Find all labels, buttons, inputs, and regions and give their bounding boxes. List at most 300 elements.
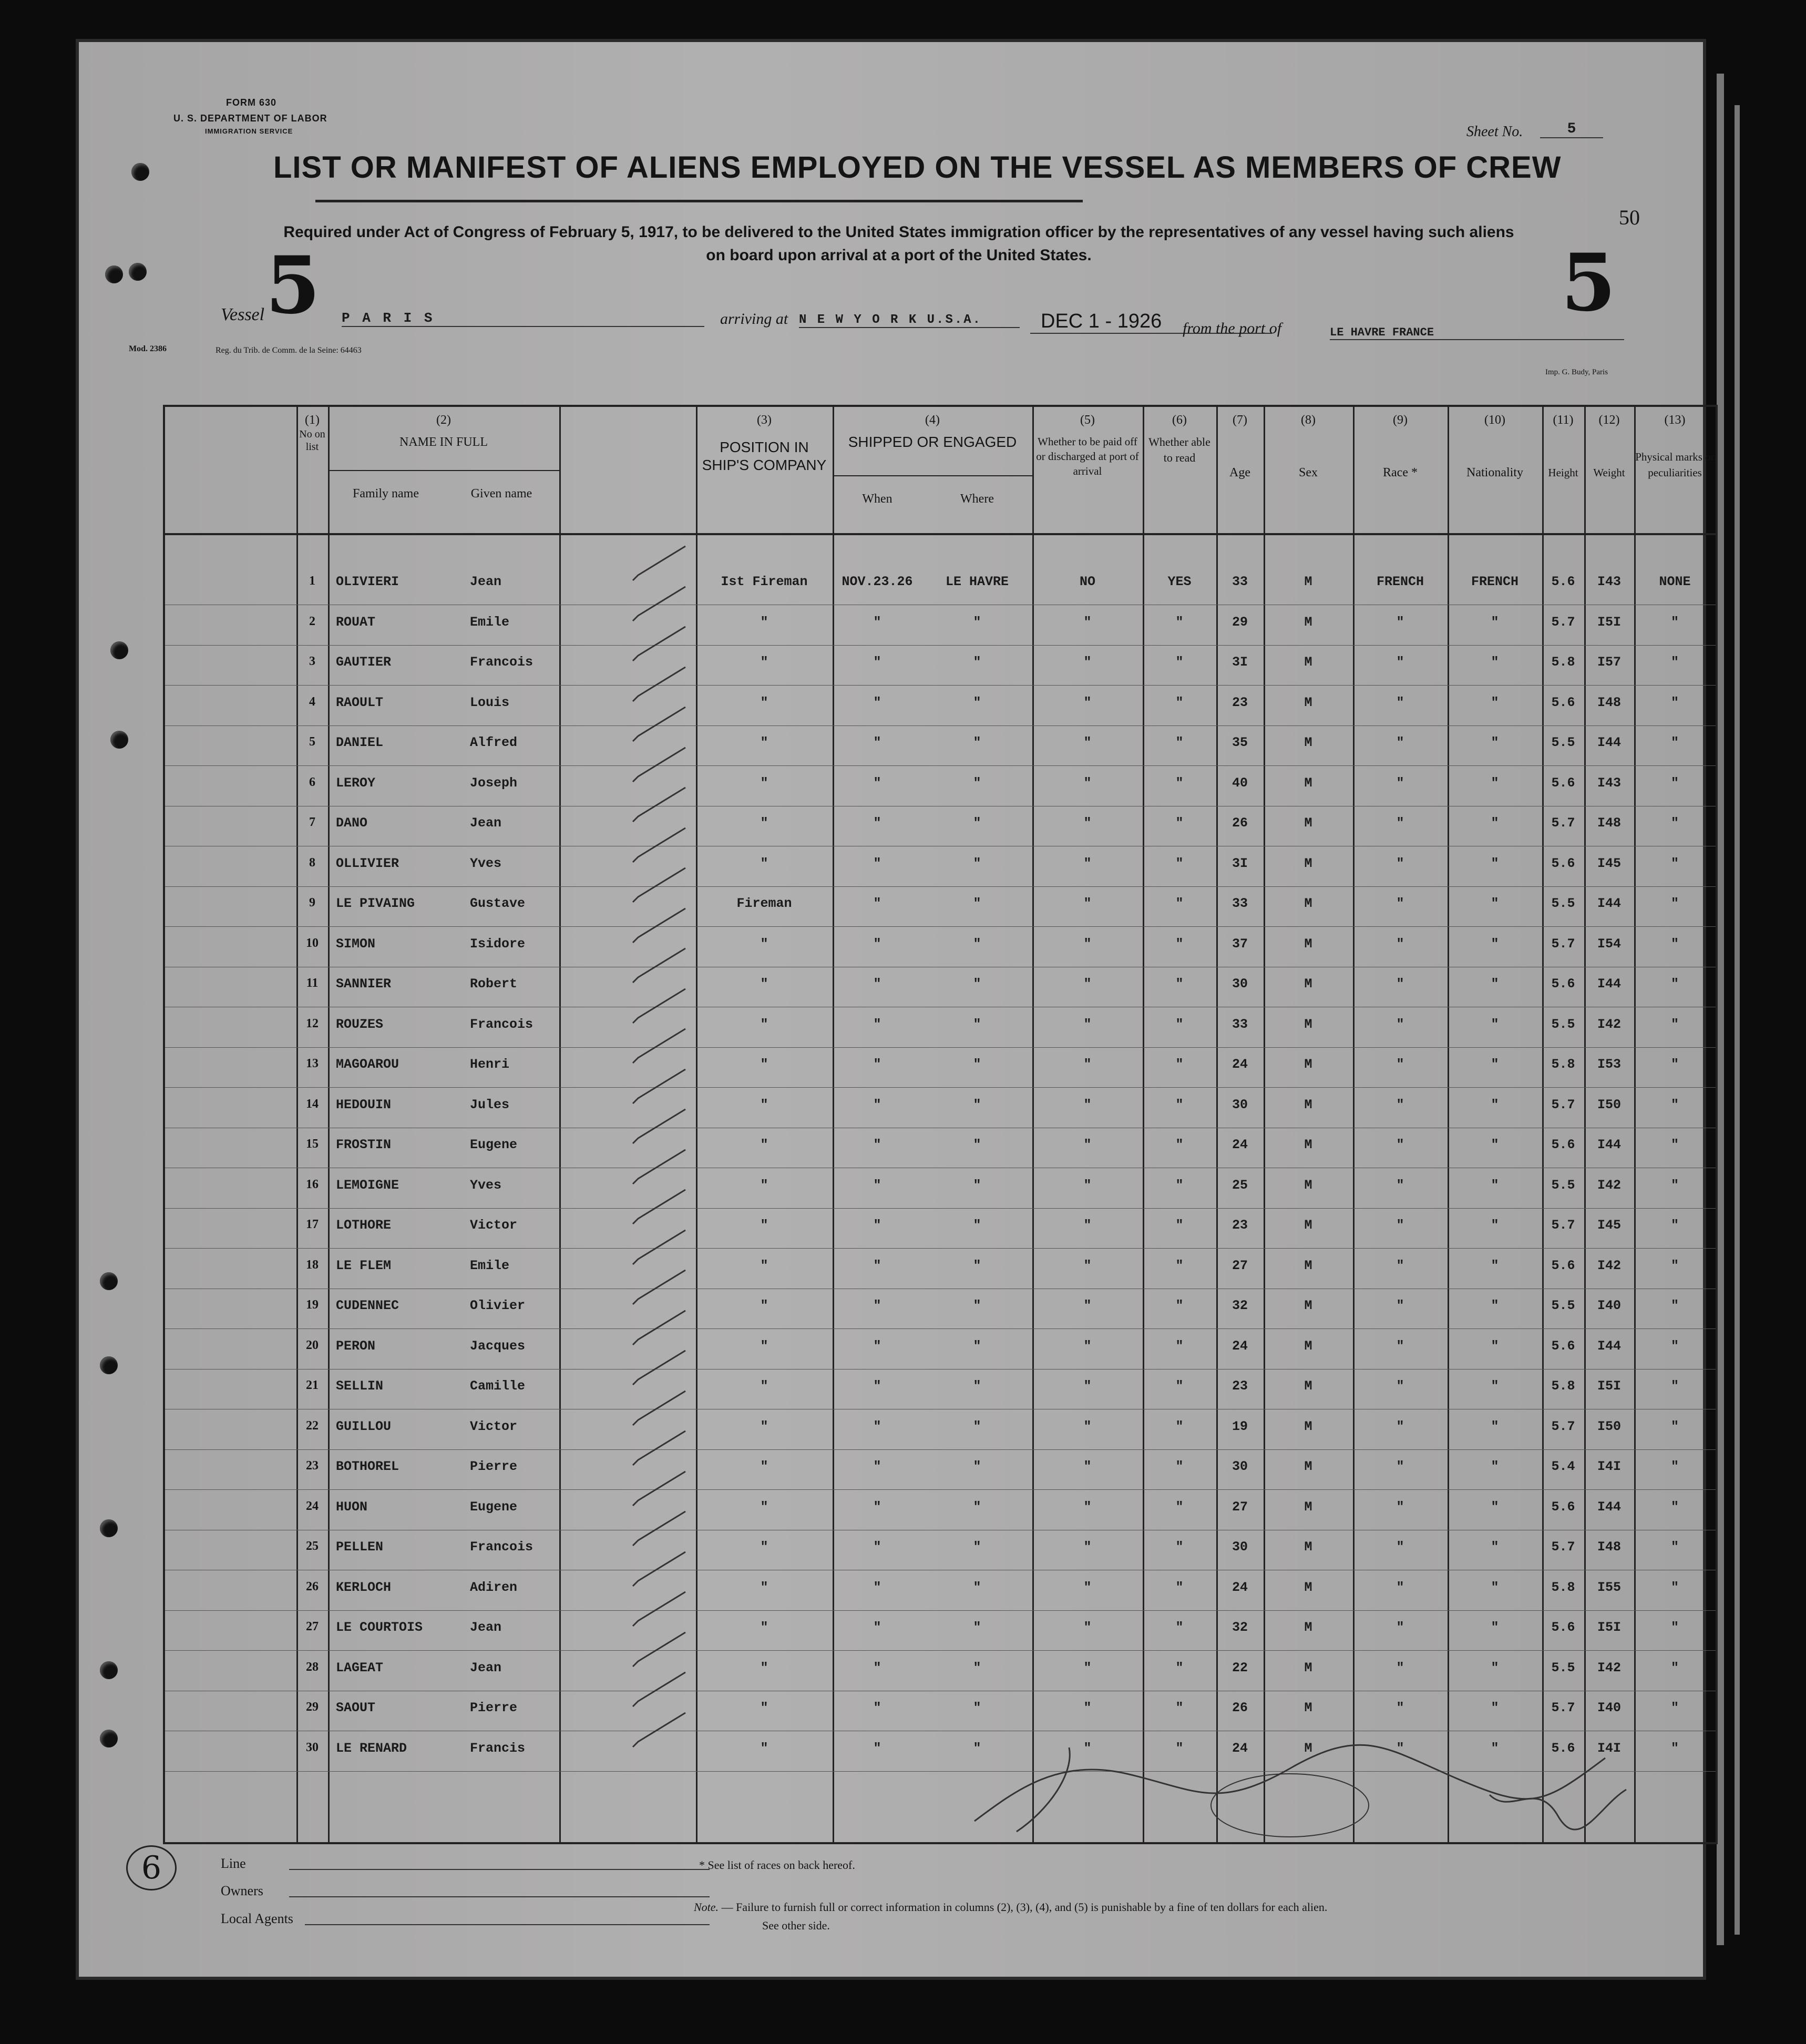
row-number: 30 [306, 1740, 319, 1754]
engaged-when: " [873, 1539, 881, 1555]
family-name: LEROY [336, 775, 376, 791]
position: " [760, 976, 768, 992]
engaged-where: " [973, 1660, 981, 1675]
able-to-read: " [1175, 976, 1184, 992]
row-number: 23 [306, 1459, 319, 1473]
paid-off: " [1083, 1660, 1092, 1675]
engaged-when: " [873, 1177, 881, 1193]
weight: I44 [1597, 1499, 1621, 1515]
check-mark-icon [628, 584, 691, 626]
race: " [1396, 1218, 1404, 1233]
height: 5.5 [1551, 1660, 1575, 1675]
engaged-where: " [973, 735, 981, 750]
check-mark-icon [628, 1308, 691, 1350]
race: " [1396, 1137, 1404, 1152]
engaged-where: " [973, 694, 981, 710]
family-name: LOTHORE [336, 1218, 392, 1233]
from-port: LE HAVRE FRANCE [1330, 326, 1624, 340]
able-to-read: " [1175, 1258, 1184, 1273]
weight: I44 [1597, 896, 1621, 911]
given-name: Yves [470, 1177, 502, 1193]
age: 27 [1232, 1258, 1248, 1273]
height: 5.6 [1551, 1258, 1575, 1273]
engaged-when: " [873, 1097, 881, 1112]
owners-label: Owners [221, 1883, 263, 1898]
position: " [760, 1740, 768, 1756]
race: " [1396, 1298, 1404, 1313]
sex: M [1304, 1338, 1312, 1354]
position: " [760, 1459, 768, 1474]
physical-marks: " [1670, 1579, 1679, 1595]
age: 30 [1232, 976, 1248, 992]
height: 5.6 [1551, 574, 1575, 589]
check-mark-icon [628, 1428, 691, 1470]
nationality: " [1491, 1218, 1499, 1233]
engaged-when: " [873, 1418, 881, 1434]
family-name: LE PIVAING [336, 896, 415, 911]
paid-off: " [1083, 655, 1092, 670]
position: " [760, 936, 768, 952]
paid-off: " [1083, 1499, 1092, 1515]
height: 5.7 [1551, 1097, 1575, 1112]
row-number: 25 [306, 1539, 319, 1553]
race: " [1396, 775, 1404, 791]
given-name: Olivier [470, 1298, 526, 1313]
race: " [1396, 1660, 1404, 1675]
engaged-where: " [973, 1418, 981, 1434]
col-4a-header: When [862, 492, 892, 506]
row-number: 24 [306, 1499, 319, 1513]
weight: I4I [1597, 1740, 1621, 1756]
sex: M [1304, 896, 1312, 911]
family-name: SANNIER [336, 976, 392, 992]
given-name: Louis [470, 694, 510, 710]
table-row [165, 1369, 1716, 1409]
engaged-when: " [873, 1740, 881, 1756]
height: 5.7 [1551, 1218, 1575, 1233]
engaged-when: " [873, 1700, 881, 1715]
engaged-where: " [973, 976, 981, 992]
check-mark-icon [628, 1067, 691, 1109]
engaged-where: " [973, 1338, 981, 1354]
physical-marks: " [1670, 1499, 1679, 1515]
position: " [760, 1298, 768, 1313]
engaged-when: " [873, 1218, 881, 1233]
given-name: Jean [470, 574, 502, 589]
height: 5.6 [1551, 1338, 1575, 1354]
nationality: " [1491, 1740, 1499, 1756]
engaged-when: " [873, 1579, 881, 1595]
sex: M [1304, 1740, 1312, 1756]
paid-off: " [1083, 1057, 1092, 1072]
nationality: " [1491, 1338, 1499, 1354]
table-row [165, 1249, 1716, 1289]
check-mark-icon [628, 1630, 691, 1672]
paid-off: " [1083, 735, 1092, 750]
weight: I55 [1597, 1579, 1621, 1595]
penalty-note: Note. — Failure to furnish full or correct information in columns (2), (3), (4), and (5) is punishable by a fine of ten dollars for each alien. [694, 1900, 1328, 1914]
given-name: Jacques [470, 1338, 526, 1354]
age: 30 [1232, 1539, 1248, 1555]
able-to-read: " [1175, 1418, 1184, 1434]
punch-hole [100, 1519, 118, 1537]
weight: I48 [1597, 694, 1621, 710]
check-mark-icon [628, 1509, 691, 1551]
nationality: " [1491, 976, 1499, 992]
paid-off: " [1083, 1258, 1092, 1273]
row-number: 13 [306, 1057, 319, 1070]
given-name: Henri [470, 1057, 510, 1072]
able-to-read: " [1175, 1057, 1184, 1072]
check-mark-icon [628, 986, 691, 1028]
sex: M [1304, 775, 1312, 791]
race: " [1396, 1700, 1404, 1715]
engaged-when: " [873, 1378, 881, 1394]
check-mark-icon [628, 1710, 691, 1752]
col-2a-header: Family name [353, 487, 419, 500]
col-1-header: (1) No on list [299, 413, 325, 453]
family-name: SIMON [336, 936, 376, 952]
nationality: " [1491, 1137, 1499, 1152]
able-to-read: " [1175, 1499, 1184, 1515]
nationality: " [1491, 694, 1499, 710]
given-name: Camille [470, 1378, 526, 1394]
physical-marks: " [1670, 815, 1679, 831]
engaged-when: " [873, 815, 881, 831]
age: 40 [1232, 775, 1248, 791]
engaged-where: " [973, 1097, 981, 1112]
title-underline [315, 200, 1083, 202]
race: FRENCH [1376, 574, 1424, 589]
check-mark-icon [628, 865, 691, 907]
paid-off: " [1083, 1218, 1092, 1233]
sex: M [1304, 936, 1312, 952]
col-2-header: (2) NAME IN FULL [399, 413, 488, 449]
height: 5.5 [1551, 1298, 1575, 1313]
check-mark-icon [628, 704, 691, 747]
paid-off: " [1083, 1740, 1092, 1756]
given-name: Eugene [470, 1499, 518, 1515]
check-mark-icon [628, 946, 691, 988]
table-row [165, 1168, 1716, 1209]
vessel-label: Vessel [221, 305, 265, 324]
given-name: Jean [470, 815, 502, 831]
sex: M [1304, 1097, 1312, 1112]
subtitle-line-2: on board upon arrival at a port of the United States. [706, 247, 1092, 264]
arriving-label: arriving at [720, 310, 788, 328]
given-name: Jules [470, 1097, 510, 1112]
sex: M [1304, 815, 1312, 831]
engaged-where: " [973, 1459, 981, 1474]
height: 5.6 [1551, 855, 1575, 871]
check-mark-icon [628, 1589, 691, 1631]
family-name: SELLIN [336, 1378, 384, 1394]
weight: I45 [1597, 1218, 1621, 1233]
sex: M [1304, 1378, 1312, 1394]
position: " [760, 1177, 768, 1193]
given-name: Eugene [470, 1137, 518, 1152]
race: " [1396, 1499, 1404, 1515]
nationality: " [1491, 1097, 1499, 1112]
check-mark-icon [628, 1026, 691, 1068]
race: " [1396, 896, 1404, 911]
position: " [760, 1539, 768, 1555]
age: 32 [1232, 1298, 1248, 1313]
weight: I42 [1597, 1177, 1621, 1193]
col-9-header: (9) Race * [1383, 413, 1418, 479]
age: 24 [1232, 1579, 1248, 1595]
given-name: Jean [470, 1660, 502, 1675]
paid-off: " [1083, 976, 1092, 992]
age: 33 [1232, 574, 1248, 589]
row-number: 12 [306, 1016, 319, 1030]
table-row [165, 1047, 1716, 1088]
sex: M [1304, 1258, 1312, 1273]
page-number: 50 [1619, 206, 1640, 229]
able-to-read: " [1175, 655, 1184, 670]
given-name: Yves [470, 855, 502, 871]
race: " [1396, 655, 1404, 670]
position: " [760, 694, 768, 710]
weight: I44 [1597, 735, 1621, 750]
able-to-read: " [1175, 1218, 1184, 1233]
height: 5.6 [1551, 976, 1575, 992]
punch-hole [100, 1356, 118, 1374]
nationality: " [1491, 1258, 1499, 1273]
row-number: 5 [309, 735, 315, 749]
sex: M [1304, 735, 1312, 750]
nationality: FRENCH [1471, 574, 1518, 589]
paid-off: " [1083, 1338, 1092, 1354]
sex: M [1304, 855, 1312, 871]
engaged-when: " [873, 1016, 881, 1032]
physical-marks: " [1670, 1137, 1679, 1152]
position: " [760, 775, 768, 791]
table-row [165, 846, 1716, 887]
paid-off: " [1083, 1097, 1092, 1112]
physical-marks: " [1670, 855, 1679, 871]
nationality: " [1491, 1700, 1499, 1715]
check-mark-icon [628, 825, 691, 867]
sex: M [1304, 1499, 1312, 1515]
age: 26 [1232, 1700, 1248, 1715]
engaged-when: " [873, 775, 881, 791]
race: " [1396, 1579, 1404, 1595]
mod-number: Mod. 2386 [129, 344, 167, 353]
physical-marks: " [1670, 1539, 1679, 1555]
family-name: HUON [336, 1499, 368, 1515]
race: " [1396, 1258, 1404, 1273]
sex: M [1304, 1057, 1312, 1072]
engaged-where: " [973, 1620, 981, 1635]
paid-off: NO [1079, 574, 1095, 589]
position: " [760, 1057, 768, 1072]
paid-off: " [1083, 1579, 1092, 1595]
race: " [1396, 1378, 1404, 1394]
col-6-header: (6) Whether able to read [1148, 413, 1210, 464]
age: 30 [1232, 1097, 1248, 1112]
nationality: " [1491, 1378, 1499, 1394]
row-number: 11 [306, 976, 319, 990]
nationality: " [1491, 775, 1499, 791]
paid-off: " [1083, 936, 1092, 952]
service: IMMIGRATION SERVICE [205, 127, 293, 135]
given-name: Francis [470, 1740, 526, 1756]
stamp-number-right: 5 [1561, 237, 1616, 329]
paid-off: " [1083, 1177, 1092, 1193]
engaged-when: " [873, 655, 881, 670]
engaged-where: " [973, 1177, 981, 1193]
engaged-when: " [873, 1660, 881, 1675]
paid-off: " [1083, 1378, 1092, 1394]
position: " [760, 735, 768, 750]
paid-off: " [1083, 614, 1092, 630]
physical-marks: " [1670, 775, 1679, 791]
engaged-when: " [873, 735, 881, 750]
position: " [760, 1137, 768, 1152]
physical-marks: " [1670, 1218, 1679, 1233]
engaged-where: LE HAVRE [945, 574, 1009, 589]
row-number: 29 [306, 1700, 319, 1714]
physical-marks: " [1670, 1258, 1679, 1273]
height: 5.8 [1551, 655, 1575, 670]
table-row [165, 1651, 1716, 1691]
position: " [760, 1579, 768, 1595]
punch-hole [110, 641, 128, 659]
age: 3I [1232, 855, 1248, 871]
position: " [760, 1338, 768, 1354]
age: 24 [1232, 1740, 1248, 1756]
given-name: Victor [470, 1418, 518, 1434]
check-mark-icon [628, 1147, 691, 1189]
engaged-when: NOV.23.26 [842, 574, 913, 589]
sex: M [1304, 1459, 1312, 1474]
row-number: 15 [306, 1137, 319, 1151]
subtitle [184, 221, 1614, 267]
age: 30 [1232, 1459, 1248, 1474]
weight: I4I [1597, 1459, 1621, 1474]
nationality: " [1491, 614, 1499, 630]
family-name: OLIVIERI [336, 574, 399, 589]
sex: M [1304, 1620, 1312, 1635]
paid-off: " [1083, 775, 1092, 791]
given-name: Emile [470, 614, 510, 630]
engaged-where: " [973, 1499, 981, 1515]
row-number: 18 [306, 1258, 319, 1272]
age: 23 [1232, 1218, 1248, 1233]
family-name: DANO [336, 815, 368, 831]
able-to-read: " [1175, 1539, 1184, 1555]
table-row [165, 1490, 1716, 1530]
physical-marks: " [1670, 1620, 1679, 1635]
given-name: Victor [470, 1218, 518, 1233]
family-name: PELLEN [336, 1539, 384, 1555]
table-row [165, 1610, 1716, 1651]
able-to-read: " [1175, 815, 1184, 831]
table-row [165, 806, 1716, 846]
physical-marks: " [1670, 976, 1679, 992]
paid-off: " [1083, 855, 1092, 871]
able-to-read: " [1175, 1177, 1184, 1193]
nationality: " [1491, 1057, 1499, 1072]
table-row [165, 1007, 1716, 1048]
engaged-when: " [873, 1459, 881, 1474]
race: " [1396, 1338, 1404, 1354]
weight: I54 [1597, 936, 1621, 952]
race: " [1396, 1177, 1404, 1193]
paid-off: " [1083, 1418, 1092, 1434]
engaged-where: " [973, 1700, 981, 1715]
given-name: Emile [470, 1258, 510, 1273]
punch-hole [100, 1272, 118, 1290]
able-to-read: " [1175, 1700, 1184, 1715]
able-to-read: " [1175, 896, 1184, 911]
family-name: BOTHOREL [336, 1459, 399, 1474]
department: U. S. DEPARTMENT OF LABOR [173, 113, 327, 124]
table-row [165, 686, 1716, 726]
family-name: LE RENARD [336, 1740, 407, 1756]
race: " [1396, 614, 1404, 630]
physical-marks: " [1670, 1378, 1679, 1394]
check-mark-icon [628, 665, 691, 707]
signature [953, 1726, 1663, 1842]
race: " [1396, 1057, 1404, 1072]
paid-off: " [1083, 694, 1092, 710]
age: 24 [1232, 1338, 1248, 1354]
col-5-header: (5) Whether to be paid off or discharged at port of arrival [1036, 413, 1139, 477]
sex: M [1304, 1660, 1312, 1675]
able-to-read: " [1175, 775, 1184, 791]
punch-hole [129, 263, 147, 281]
nationality: " [1491, 1660, 1499, 1675]
height: 5.7 [1551, 614, 1575, 630]
row-number: 3 [309, 655, 315, 668]
engaged-where: " [973, 1137, 981, 1152]
col-8-header: (8) Sex [1299, 413, 1318, 479]
table-row [165, 766, 1716, 806]
race: " [1396, 936, 1404, 952]
engaged-when: " [873, 1338, 881, 1354]
nationality: " [1491, 855, 1499, 871]
engaged-when: " [873, 1137, 881, 1152]
nationality: " [1491, 1298, 1499, 1313]
header-rule [165, 533, 1716, 535]
height: 5.5 [1551, 1016, 1575, 1032]
engaged-where: " [973, 614, 981, 630]
given-name: Jean [470, 1620, 502, 1635]
family-name: RAOULT [336, 694, 384, 710]
row-number: 28 [306, 1660, 319, 1674]
table-row [165, 1088, 1716, 1128]
col-10-header: (10) Nationality [1466, 413, 1523, 479]
sex: M [1304, 1137, 1312, 1152]
family-name: HEDOUIN [336, 1097, 392, 1112]
family-name: GAUTIER [336, 655, 392, 670]
position: " [760, 815, 768, 831]
col-12-header: (12) Weight [1593, 413, 1625, 479]
sex: M [1304, 574, 1312, 589]
check-mark-icon [628, 1228, 691, 1270]
physical-marks: " [1670, 735, 1679, 750]
engaged-where: " [973, 896, 981, 911]
paid-off: " [1083, 815, 1092, 831]
weight: I45 [1597, 855, 1621, 871]
table-row [165, 967, 1716, 1007]
given-name: Joseph [470, 775, 518, 791]
punch-hole [110, 731, 128, 749]
height: 5.7 [1551, 815, 1575, 831]
paid-off: " [1083, 1298, 1092, 1313]
